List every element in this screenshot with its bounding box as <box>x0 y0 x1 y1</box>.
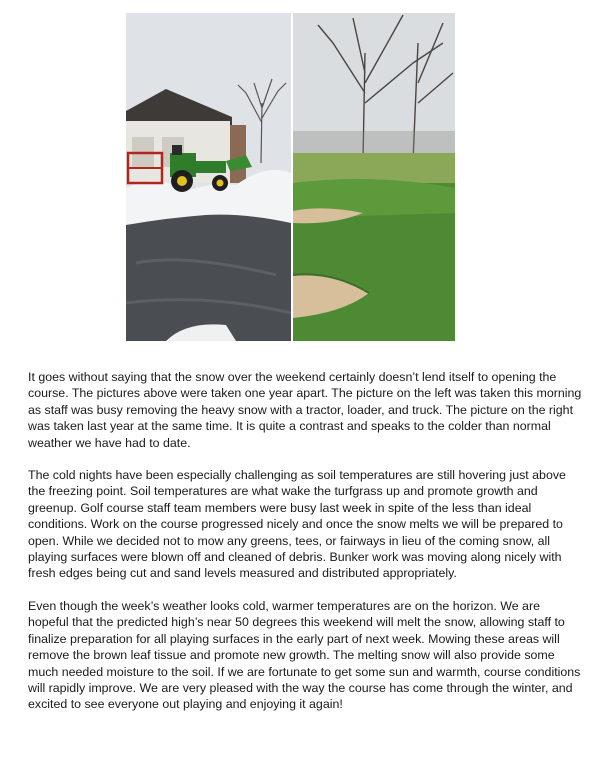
paragraph-2: The cold nights have been especially challenging as soil temperatures are still hovering just above the freezing point. Soil temperatures are what wake the turfgrass up and promote growth and greenup. Golf course staff team members were busy last week in spite of the less than ideal conditions. Work on the course progressed nicely and once the snow melts we will be prepared to open. While we decided not to mow any greens, tees, or fairways in lieu of the coming snow, all playing surfaces were blown off and cleaned of debris. Bunker work was moving along nicely with fresh edges being cut and sand levels measured and distributed appropriately. <box>28 468 566 581</box>
paragraph-3: Even though the week’s weather looks cold, warmer temperatures are on the horizon. We are hopeful that the predicted high’s near 50 degrees this weekend will melt the snow, allowing staff to finalize preparation for all playing surfaces in the early part of next week. Mowing these areas will remove the brown leaf tissue and promote new growth. The melting snow will also provide some much needed moisture to the soil. If we are fortunate to get some sun and warmth, course conditions will rapidly improve. We are very pleased with the way the course has come through the winter, and excited to see everyone out playing and enjoying it again! <box>28 598 581 712</box>
snow-tractor-photo <box>126 13 291 341</box>
green-fairway-photo <box>293 13 455 341</box>
article-body <box>28 369 584 713</box>
photo-pair <box>126 13 455 341</box>
paragraph-1: It goes without saying that the snow over the weekend certainly doesn’t lend itself to opening the course. The pictures above were taken one year apart. The picture on the left was taken this morning as staff was busy removing the heavy snow with a tractor, loader, and truck. The picture on the right was taken last year at the same time. It is quite a contrast and speaks to the colder than normal weather we have had to date. <box>28 370 582 450</box>
